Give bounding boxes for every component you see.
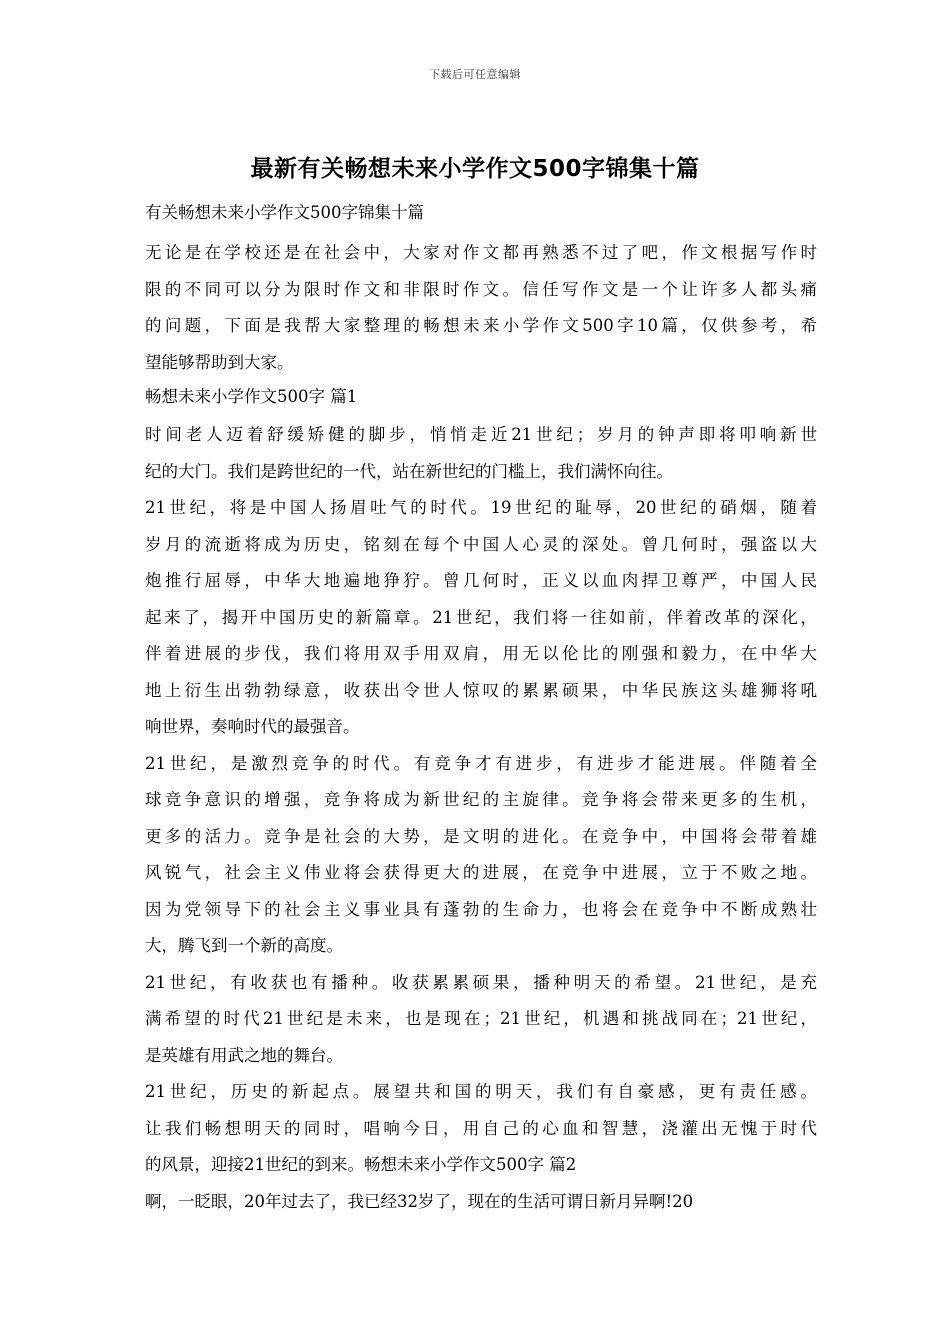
paragraph-5: [145, 1074, 817, 1184]
paragraph-4: [145, 965, 817, 1075]
paragraph-2: [145, 490, 817, 746]
text-line: 大，腾飞到一个新的高度。: [145, 936, 343, 955]
intro-paragraph: [145, 235, 817, 381]
text-line: 无论是在学校还是在社会中，大家对作文都再熟悉不过了吧，作文根据写作时: [145, 243, 817, 262]
header-note: 下载后可任意编辑: [429, 68, 521, 81]
text-line: 更多的活力。竞争是社会的大势，是文明的进化。在竞争中，中国将会带着雄: [145, 826, 817, 846]
text-line: 球竞争意识的增强，竞争将成为新世纪的主旋律。竞争将会带来更多的生机，: [145, 790, 817, 809]
text-line: 纪的大门。我们是跨世纪的一代，站在新世纪的门槛上，我们满怀向往。: [145, 461, 673, 481]
text-line: 岁月的流逝将成为历史，铭刻在每个中国人心灵的深处。曾几何时，强盗以大: [145, 534, 817, 554]
text-line: 满希望的时代21世纪是未来，也是现在；21世纪，机遇和挑战同在；21世纪，: [145, 1009, 817, 1028]
text-line: 21世纪，将是中国人扬眉吐气的时代。19世纪的耻辱，20世纪的硝烟，随着: [145, 498, 817, 517]
paragraph-3: [145, 746, 817, 965]
text-line: 因为党领导下的社会主义事业具有蓬勃的生命力，也将会在竞争中不断成熟壮: [145, 899, 817, 919]
text-line: 时间老人迈着舒缓矫健的脚步，悄悄走近21世纪；岁月的钟声即将叩响新世: [145, 425, 817, 444]
text-line: 是英雄有用武之地的舞台。: [145, 1045, 343, 1065]
paragraph-1: [145, 417, 817, 490]
section-heading: 畅想未来小学作文500字 篇1: [145, 387, 358, 406]
text-line: 21世纪，历史的新起点。展望共和国的明天，我们有自豪感，更有责任感。: [145, 1082, 817, 1101]
text-line: 啊，一眨眼，20年过去了，我已经32岁了，现在的生活可谓日新月异啊!20: [145, 1191, 694, 1211]
text-line: 21世纪，有收获也有播种。收获累累硕果，播种明天的希望。21世纪，是充: [145, 972, 817, 992]
text-line: 限的不同可以分为限时作文和非限时作文。信任写作文是一个让许多人都头痛: [145, 279, 817, 299]
paragraph-6: [145, 1184, 817, 1221]
text-line: 地上衍生出勃勃绿意，收获出令世人惊叹的累累硕果，中华民族这头雄狮将吼: [145, 680, 817, 700]
document-body: [145, 199, 817, 1220]
text-line: 21世纪，是激烈竞争的时代。有竞争才有进步，有进步才能进展。伴随着全: [145, 753, 817, 773]
text-line: 起来了，揭开中国历史的新篇章。21世纪，我们将一往如前，伴着改革的深化，: [145, 607, 817, 627]
text-line: 让我们畅想明天的同时，唱响今日，用自己的心血和智慧，浇灌出无愧于时代: [145, 1118, 817, 1138]
text-line: 望能够帮助到大家。: [145, 352, 294, 372]
text-line: 的问题，下面是我帮大家整理的畅想未来小学作文500字10篇，仅供参考，希: [145, 316, 817, 335]
text-line: 伴着进展的步伐，我们将用双手用双肩，用无以伦比的刚强和毅力，在中华大: [145, 644, 817, 663]
document-subtitle: 有关畅想未来小学作文500字锦集十篇: [145, 203, 424, 222]
text-line: 炮推行屈辱，中华大地遍地狰狞。曾几何时，正义以血肉捍卫尊严，中国人民: [145, 571, 817, 590]
text-line: 响世界，奏响时代的最强音。: [145, 717, 360, 736]
text-line: 的风景，迎接21世纪的到来。畅想未来小学作文500字 篇2: [145, 1155, 577, 1174]
text-line: 风锐气，社会主义伟业将会获得更大的进展，在竞争中进展，立于不败之地。: [145, 863, 817, 882]
document-title: 最新有关畅想未来小学作文500字锦集十篇: [250, 156, 700, 182]
